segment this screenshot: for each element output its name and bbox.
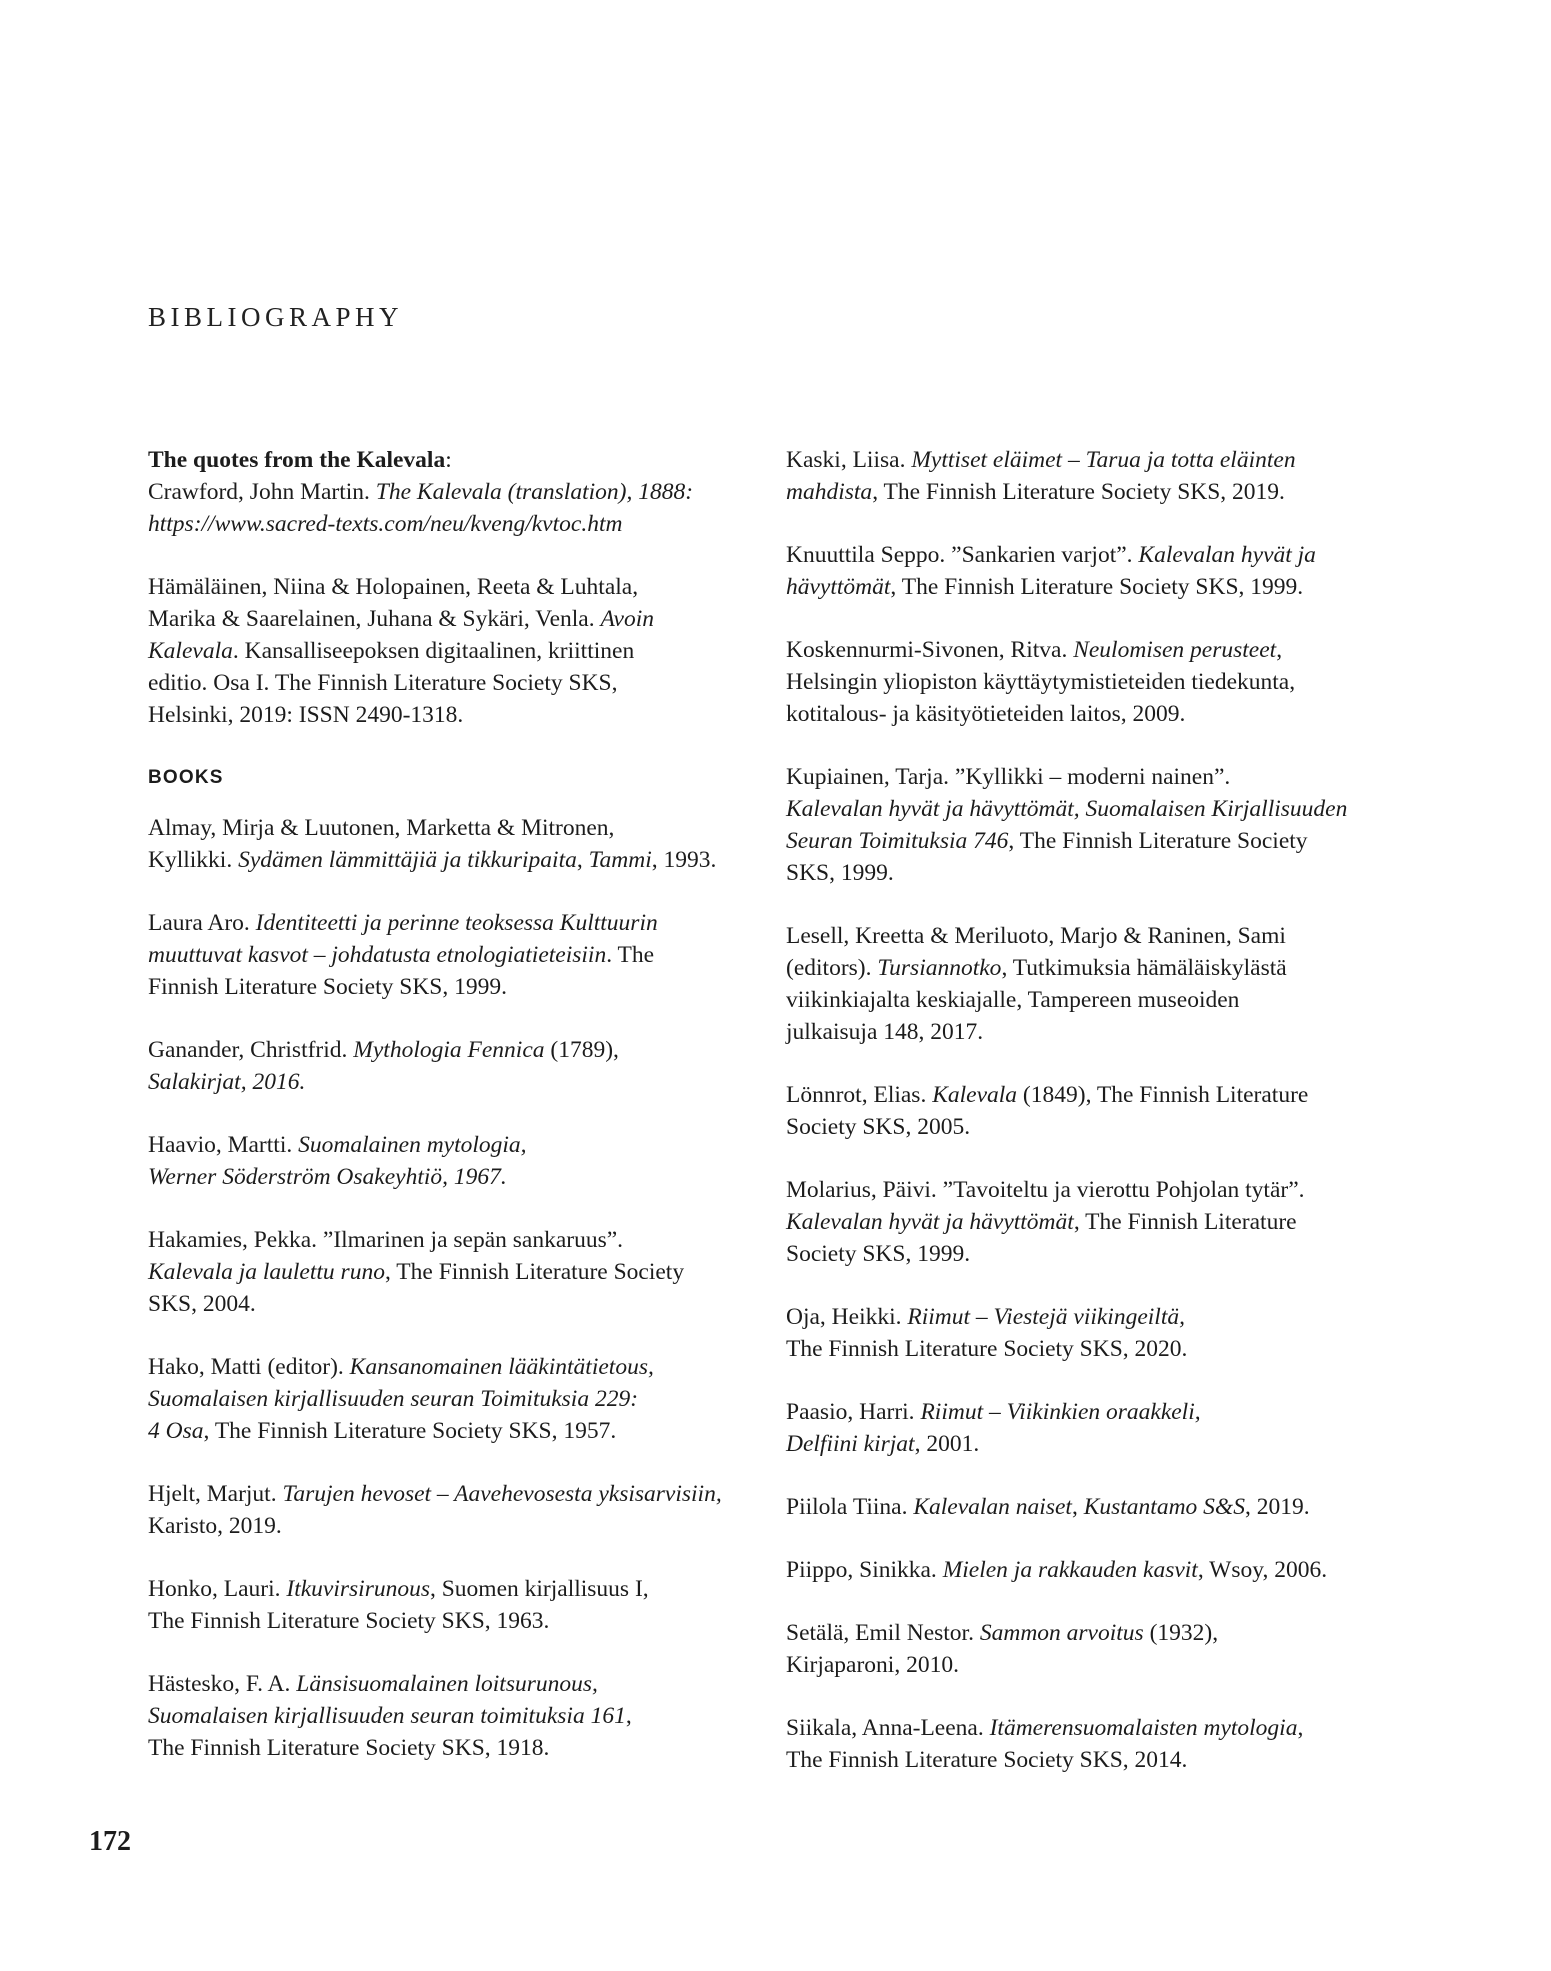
- entry-text: , 2019.: [1244, 1494, 1310, 1520]
- entry-text: SKS, 1999.: [786, 860, 894, 886]
- entry-line: [786, 1206, 1426, 1238]
- entry-text: Molarius, Päivi. ”Tavoiteltu ja vierottu Pohjolan tytär”.: [786, 1177, 1305, 1203]
- italic-title-text: Kalevala: [148, 638, 233, 664]
- bibliography-left-column: [148, 444, 758, 1795]
- entry-line: [786, 476, 1426, 508]
- bibliography-entry: [786, 1617, 1426, 1681]
- entry-text: (1932),: [1143, 1620, 1219, 1646]
- entry-text: . The: [606, 942, 655, 968]
- bibliography-entry: [148, 1573, 758, 1637]
- entry-line: [148, 1383, 758, 1415]
- entry-line: [148, 1510, 758, 1542]
- page-title: BIBLIOGRAPHY: [148, 302, 404, 333]
- entry-line: [148, 508, 758, 540]
- entry-line: [148, 1732, 758, 1764]
- entry-line: [786, 666, 1426, 698]
- italic-title-text: hävyttömät: [786, 574, 891, 600]
- entry-line: [148, 444, 758, 476]
- entry-text: ,: [1276, 637, 1283, 663]
- entry-line: [786, 1744, 1426, 1776]
- entry-line: [786, 1016, 1426, 1048]
- entry-line: [786, 1428, 1426, 1460]
- italic-title-text: Sammon arvoitus: [979, 1620, 1144, 1646]
- entry-line: [786, 571, 1426, 603]
- entry-line: [148, 635, 758, 667]
- entry-text: Society SKS, 2005.: [786, 1114, 971, 1140]
- entry-text: , 2001.: [914, 1431, 980, 1457]
- bibliography-entry: [148, 444, 758, 540]
- entry-line: [148, 1478, 758, 1510]
- entry-text: Piippo, Sinikka.: [786, 1557, 943, 1583]
- entry-line: [786, 761, 1426, 793]
- italic-title-text: Kalevalan hyvät ja hävyttömät: [786, 1209, 1074, 1235]
- entry-text: , The Finnish Literature Society SKS, 1957.: [203, 1418, 617, 1444]
- entry-line: [148, 1224, 758, 1256]
- entry-line: [148, 1034, 758, 1066]
- entry-text: viikinkiajalta keskiajalle, Tampereen museoiden: [786, 987, 1240, 1013]
- bibliography-entry: [786, 1712, 1426, 1776]
- entry-text: Hämäläinen, Niina & Holopainen, Reeta & Luhtala,: [148, 574, 639, 600]
- italic-title-text: Kalevala: [932, 1082, 1018, 1108]
- bibliography-entry: [148, 1129, 758, 1193]
- bibliography-entry: [148, 1478, 758, 1542]
- entry-text: , The Finnish Literature Society SKS, 2019.: [872, 479, 1285, 505]
- entry-text: Kupiainen, Tarja. ”Kyllikki – moderni nainen”.: [786, 764, 1231, 790]
- entry-line: [148, 699, 758, 731]
- entry-line: [786, 793, 1426, 825]
- entry-text: Finnish Literature Society SKS, 1999.: [148, 974, 508, 1000]
- bibliography-entry: [148, 907, 758, 1003]
- italic-title-text: Suomalaisen kirjallisuuden seuran Toimituksia 229:: [148, 1386, 639, 1412]
- entry-text: Kaski, Liisa.: [786, 447, 912, 473]
- entry-line: [148, 603, 758, 635]
- bibliography-entry: [786, 1396, 1426, 1460]
- entry-line: [786, 857, 1426, 889]
- italic-title-text: Suomalaisen kirjallisuuden seuran toimituksia 161: [148, 1703, 626, 1729]
- entry-line: [148, 1256, 758, 1288]
- italic-title-text: Kustantamo S&S: [1083, 1494, 1245, 1520]
- entry-text: Marika & Saarelainen, Juhana & Sykäri, Venla.: [148, 606, 601, 632]
- entry-text: Piilola Tiina.: [786, 1494, 914, 1520]
- entry-text: (1789),: [544, 1037, 619, 1063]
- entry-text: kotitalous- ja käsityötieteiden laitos, 2009.: [786, 701, 1186, 727]
- entry-line: [786, 698, 1426, 730]
- italic-title-text: Kalevala ja laulettu runo: [148, 1259, 385, 1285]
- entry-text: The Finnish Literature Society SKS, 2014.: [786, 1747, 1188, 1773]
- bold-text: The quotes from the Kalevala: [148, 447, 446, 473]
- entry-text: Karisto, 2019.: [148, 1513, 282, 1539]
- italic-title-text: Suomalainen mytologia,: [298, 1132, 527, 1158]
- entry-line: [786, 444, 1426, 476]
- italic-title-text: Avoin: [600, 606, 654, 632]
- italic-title-text: Riimut – Viestejä viikingeiltä,: [907, 1304, 1185, 1330]
- bibliography-entry: [786, 1491, 1426, 1523]
- italic-title-text: Tursiannotko: [877, 955, 1002, 981]
- entry-text: , Wsoy, 2006.: [1197, 1557, 1328, 1583]
- bibliography-entry: [786, 1554, 1426, 1586]
- entry-line: [148, 1605, 758, 1637]
- entry-text: , The Finnish Literature Society SKS, 1999.: [890, 574, 1304, 600]
- entry-line: [148, 571, 758, 603]
- entry-line: [148, 971, 758, 1003]
- entry-line: [786, 1712, 1426, 1744]
- entry-text: Helsingin yliopiston käyttäytymistieteiden tiedekunta,: [786, 669, 1296, 695]
- italic-title-text: Kansanomainen lääkintätietous,: [349, 1354, 654, 1380]
- entry-text: julkaisuja 148, 2017.: [786, 1019, 984, 1045]
- entry-line: [148, 1066, 758, 1098]
- section-heading: BOOKS: [148, 767, 224, 788]
- italic-title-text: muuttuvat kasvot – johdatusta etnologiatieteisiin: [148, 942, 607, 968]
- entry-text: Koskennurmi-Sivonen, Ritva.: [786, 637, 1074, 663]
- entry-line: [148, 1573, 758, 1605]
- italic-title-text: Werner Söderström Osakeyhtiö, 1967.: [148, 1164, 507, 1190]
- entry-text: The Finnish Literature Society SKS, 1963.: [148, 1608, 550, 1634]
- italic-title-text: Kalevalan hyvät ja: [1138, 542, 1316, 568]
- italic-title-text: Kalevalan naiset: [913, 1494, 1072, 1520]
- entry-text: Kyllikki.: [148, 847, 239, 873]
- entry-text: Honko, Lauri.: [148, 1576, 287, 1602]
- bibliography-entry: [786, 920, 1426, 1048]
- entry-text: Setälä, Emil Nestor.: [786, 1620, 980, 1646]
- entry-text: ,: [1297, 1715, 1304, 1741]
- entry-text: Haavio, Martti.: [148, 1132, 299, 1158]
- entry-text: ,: [1071, 1494, 1084, 1520]
- entry-line: [786, 1491, 1426, 1523]
- entry-text: The Finnish Literature Society SKS, 1918.: [148, 1735, 550, 1761]
- entry-text: ,: [576, 847, 589, 873]
- italic-title-text: Myttiset eläimet – Tarua ja totta eläinten: [911, 447, 1296, 473]
- entry-text: Lönnrot, Elias.: [786, 1082, 933, 1108]
- italic-title-text: Länsisuomalainen loitsurunous,: [296, 1671, 598, 1697]
- italic-title-text: Mielen ja rakkauden kasvit: [942, 1557, 1198, 1583]
- entry-text: , 1993.: [651, 847, 717, 873]
- italic-title-text: Salakirjat, 2016.: [148, 1069, 306, 1095]
- entry-line: [148, 1288, 758, 1320]
- italic-title-text: Mythologia Fennica: [353, 1037, 545, 1063]
- entry-line: [786, 634, 1426, 666]
- entry-line: [786, 1079, 1426, 1111]
- italic-title-text: The Kalevala (translation), 1888:: [375, 479, 694, 505]
- entry-line: [786, 1238, 1426, 1270]
- entry-text: (editors).: [786, 955, 878, 981]
- entry-text: Ganander, Christfrid.: [148, 1037, 354, 1063]
- entry-line: [786, 1617, 1426, 1649]
- entry-text: (1849), The Finnish Literature: [1017, 1082, 1309, 1108]
- entry-text: Laura Aro.: [148, 910, 256, 936]
- entry-text: Society SKS, 1999.: [786, 1241, 971, 1267]
- entry-text: , The Finnish Literature Society: [1008, 828, 1308, 854]
- entry-text: Hako, Matti (editor).: [148, 1354, 350, 1380]
- italic-title-text: Itämerensuomalaisten mytologia: [989, 1715, 1298, 1741]
- entry-line: [148, 1351, 758, 1383]
- bibliography-entry: [786, 444, 1426, 508]
- entry-text: , The Finnish Literature: [1073, 1209, 1297, 1235]
- entry-text: Almay, Mirja & Luutonen, Marketta & Mitronen,: [148, 815, 615, 841]
- bibliography-entry: [786, 1174, 1426, 1270]
- entry-line: [148, 1668, 758, 1700]
- entry-line: [786, 984, 1426, 1016]
- entry-line: [148, 939, 758, 971]
- bibliography-entry: [786, 761, 1426, 889]
- entry-line: [148, 476, 758, 508]
- entry-line: [786, 1649, 1426, 1681]
- italic-title-text: Riimut – Viikinkien oraakkeli,: [920, 1399, 1201, 1425]
- entry-line: [148, 1415, 758, 1447]
- bibliography-entry: [786, 1079, 1426, 1143]
- entry-line: [786, 952, 1426, 984]
- entry-line: [786, 1301, 1426, 1333]
- entry-line: [148, 1161, 758, 1193]
- entry-line: [148, 1129, 758, 1161]
- entry-text: Knuuttila Seppo. ”Sankarien varjot”.: [786, 542, 1139, 568]
- italic-title-text: Identiteetti ja perinne teoksessa Kulttuurin: [255, 910, 658, 936]
- entry-text: Siikala, Anna-Leena.: [786, 1715, 990, 1741]
- entry-text: . Kansalliseepoksen digitaalinen, kriittinen: [232, 638, 635, 664]
- entry-text: ,: [625, 1703, 632, 1729]
- italic-title-text: Sydämen lämmittäjiä ja tikkuripaita: [238, 847, 577, 873]
- page-number: 172: [89, 1826, 131, 1857]
- entry-line: [148, 844, 758, 876]
- entry-text: , Suomen kirjallisuus I,: [429, 1576, 649, 1602]
- entry-line: [786, 1174, 1426, 1206]
- entry-line: [786, 1554, 1426, 1586]
- entry-line: [786, 1333, 1426, 1365]
- entry-text: Paasio, Harri.: [786, 1399, 921, 1425]
- entry-text: editio. Osa I. The Finnish Literature Society SKS,: [148, 670, 618, 696]
- entry-text: Helsinki, 2019: ISSN 2490-1318.: [148, 702, 464, 728]
- bibliography-entry: [148, 1224, 758, 1320]
- entry-text: Hakamies, Pekka. ”Ilmarinen ja sepän sankaruus”.: [148, 1227, 624, 1253]
- entry-text: Hästesko, F. A.: [148, 1671, 297, 1697]
- entry-line: [786, 1111, 1426, 1143]
- italic-title-text: https://www.sacred-texts.com/neu/kveng/kvtoc.htm: [148, 511, 623, 537]
- bibliography-entry: [148, 1668, 758, 1764]
- italic-title-text: Tammi: [588, 847, 652, 873]
- bibliography-entry: [148, 1034, 758, 1098]
- entry-line: [148, 907, 758, 939]
- entry-text: The Finnish Literature Society SKS, 2020.: [786, 1336, 1188, 1362]
- italic-title-text: mahdista: [786, 479, 873, 505]
- entry-text: Lesell, Kreetta & Meriluoto, Marjo & Raninen, Sami: [786, 923, 1286, 949]
- entry-line: [786, 1396, 1426, 1428]
- bibliography-entry: [786, 634, 1426, 730]
- entry-text: Hjelt, Marjut.: [148, 1481, 283, 1507]
- entry-text: , Tutkimuksia hämäläiskylästä: [1001, 955, 1287, 981]
- italic-title-text: Itkuvirsirunous: [286, 1576, 430, 1602]
- italic-title-text: 4 Osa: [148, 1418, 204, 1444]
- entry-text: Oja, Heikki.: [786, 1304, 908, 1330]
- entry-line: [148, 1700, 758, 1732]
- bibliography-entry: [148, 571, 758, 731]
- entry-text: SKS, 2004.: [148, 1291, 256, 1317]
- italic-title-text: Tarujen hevoset – Aavehevosesta yksisarvisiin,: [282, 1481, 722, 1507]
- italic-title-text: Neulomisen perusteet: [1073, 637, 1277, 663]
- entry-line: [786, 920, 1426, 952]
- entry-text: , The Finnish Literature Society: [384, 1259, 685, 1285]
- bibliography-entry: [786, 539, 1426, 603]
- italic-title-text: Kalevalan hyvät ja hävyttömät, Suomalaisen Kirjallisuuden: [786, 796, 1348, 822]
- bibliography-entry: [148, 1351, 758, 1447]
- entry-line: [786, 539, 1426, 571]
- bibliography-entry: [786, 1301, 1426, 1365]
- entry-text: Kirjaparoni, 2010.: [786, 1652, 959, 1678]
- entry-text: Crawford, John Martin.: [148, 479, 376, 505]
- bibliography-entry: [148, 812, 758, 876]
- entry-line: [148, 812, 758, 844]
- italic-title-text: Delfiini kirjat: [786, 1431, 915, 1457]
- entry-line: [148, 667, 758, 699]
- italic-title-text: Seuran Toimituksia 746: [786, 828, 1009, 854]
- entry-line: [786, 825, 1426, 857]
- entry-text: :: [445, 447, 452, 473]
- bibliography-right-column: [786, 444, 1426, 1807]
